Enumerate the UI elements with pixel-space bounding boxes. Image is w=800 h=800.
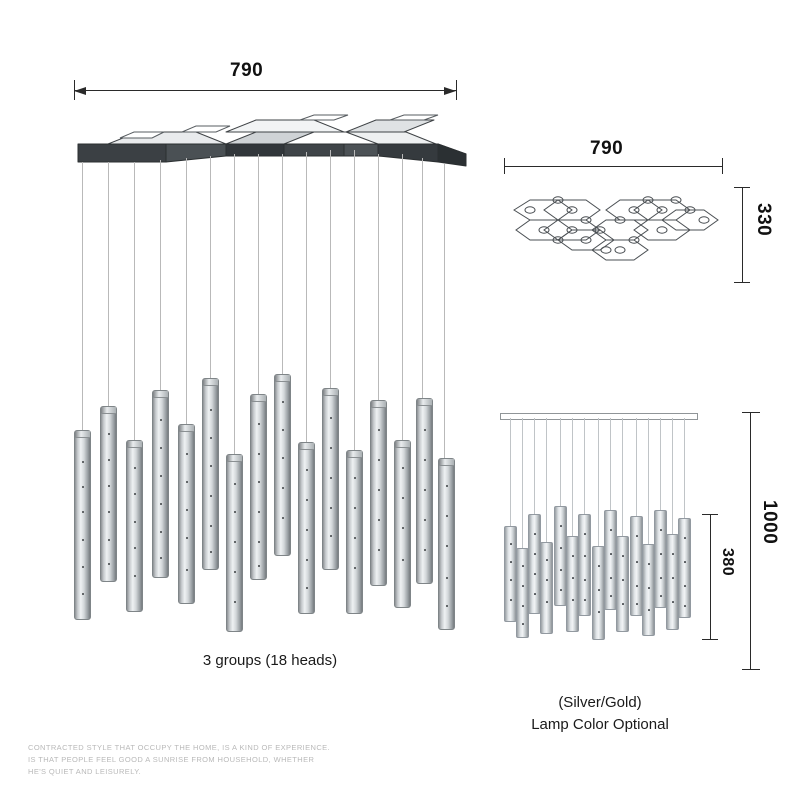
suspension-wire: [134, 162, 135, 462]
elev-tube-height-tick-top: [702, 514, 718, 515]
plan-width-tick-right: [722, 158, 723, 174]
plan-depth-tick-bottom: [734, 282, 750, 283]
plan-outline: [500, 180, 720, 290]
suspension-wire: [378, 154, 379, 406]
lamp-tube: [100, 406, 117, 582]
suspension-wire: [210, 156, 211, 402]
tube-cap: [323, 389, 338, 396]
elev-tube-height-dimension: [700, 512, 734, 642]
tube-cap: [395, 441, 410, 448]
lamp-tube: [250, 394, 267, 580]
suspension-wire: [684, 418, 685, 518]
footer-line-3: HE'S QUIET AND LEISURELY.: [28, 767, 142, 776]
tube-cap: [439, 459, 454, 466]
suspension-wire: [598, 418, 599, 546]
lamp-tube: [152, 390, 169, 578]
elevation-view: [486, 405, 716, 670]
suspension-wire: [402, 154, 403, 444]
suspension-wire: [306, 152, 307, 442]
lamp-tube: [322, 388, 339, 570]
suspension-wire: [160, 160, 161, 416]
suspension-wire: [522, 418, 523, 548]
plan-depth-label: 330: [753, 203, 774, 237]
elev-tube-height-line: [710, 514, 711, 640]
plan-view: [500, 180, 720, 290]
lamp-tube: [274, 374, 291, 556]
suspension-wire: [610, 418, 611, 510]
lamp-tube: [540, 542, 553, 634]
main-fixture-view: [60, 110, 480, 670]
ceiling-rail: [500, 413, 698, 420]
lamp-tube: [178, 424, 195, 604]
ceiling-plate: [60, 110, 480, 180]
tube-cap: [127, 441, 142, 448]
lamp-tube: [438, 458, 455, 630]
lamp-tube: [346, 450, 363, 614]
tube-cap: [75, 431, 90, 438]
elev-total-height-tick-bottom: [742, 669, 760, 670]
suspension-wire: [330, 150, 331, 400]
main-caption: 3 groups (18 heads): [202, 652, 338, 669]
suspension-wire: [186, 158, 187, 450]
tube-cap: [347, 451, 362, 458]
suspension-wire: [546, 418, 547, 542]
lamp-tube: [74, 430, 91, 620]
plan-depth-tick-top: [734, 187, 750, 188]
suspension-wire: [510, 418, 511, 526]
tube-cap: [203, 379, 218, 386]
footer-line-1: CONTRACTED STYLE THAT OCCUPY THE HOME, IS A KIND OF EXPERIENCE.: [28, 743, 331, 752]
plan-depth-dimension: [736, 185, 776, 285]
lamp-tube: [678, 518, 691, 618]
suspension-wire: [560, 418, 561, 506]
suspension-wire: [282, 154, 283, 390]
plan-width-tick-left: [504, 158, 505, 174]
lamp-tube: [616, 536, 629, 632]
suspension-wire: [534, 418, 535, 514]
tube-cap: [251, 395, 266, 402]
suspension-wire: [572, 418, 573, 536]
elev-total-height-line: [750, 412, 751, 670]
dimension-arrow-icon: [70, 84, 460, 98]
suspension-wire: [422, 158, 423, 410]
elev-tube-height-tick-bottom: [702, 639, 718, 640]
right-caption-line1: (Silver/Gold): [558, 694, 642, 711]
footer-text: [28, 742, 348, 778]
suspension-wire: [444, 164, 445, 472]
tube-cap: [299, 443, 314, 450]
main-width-label: 790: [230, 60, 264, 81]
tube-cap: [227, 455, 242, 462]
tube-cap: [275, 375, 290, 382]
lamp-tube: [202, 378, 219, 570]
lamp-tube: [578, 514, 591, 616]
suspension-wire: [584, 418, 585, 514]
suspension-wire: [108, 162, 109, 430]
main-width-dimension: [70, 60, 460, 100]
elev-tube-height-label: 380: [719, 548, 736, 577]
tube-cap: [153, 391, 168, 398]
elev-total-height-tick-top: [742, 412, 760, 413]
lamp-tube: [226, 454, 243, 632]
plan-depth-line: [742, 187, 743, 283]
suspension-wire: [258, 154, 259, 410]
elev-total-height-dimension: [742, 410, 782, 672]
suspension-wire: [648, 418, 649, 544]
suspension-wire: [660, 418, 661, 510]
plan-width-label: 790: [590, 138, 624, 159]
tube-cap: [179, 425, 194, 432]
suspension-wire: [636, 418, 637, 516]
suspension-wire: [354, 150, 355, 450]
tube-cap: [417, 399, 432, 406]
suspension-wire: [622, 418, 623, 536]
plan-width-dimension: [500, 138, 726, 174]
lamp-tube: [394, 440, 411, 608]
elev-total-height-label: 1000: [759, 500, 780, 545]
tube-cap: [101, 407, 116, 414]
lamp-tube: [370, 400, 387, 586]
lamp-tube: [126, 440, 143, 612]
right-caption: [470, 692, 730, 736]
tube-cap: [371, 401, 386, 408]
suspension-wire: [672, 418, 673, 534]
suspension-wire: [234, 154, 235, 454]
right-caption-line2: Lamp Color Optional: [531, 716, 669, 733]
plan-width-line: [504, 166, 722, 167]
footer-line-2: IS THAT PEOPLE FEEL GOOD A SUNRISE FROM HOUSEHOLD, WHETHER: [28, 755, 315, 764]
lamp-tube: [416, 398, 433, 584]
lamp-tube: [298, 442, 315, 614]
